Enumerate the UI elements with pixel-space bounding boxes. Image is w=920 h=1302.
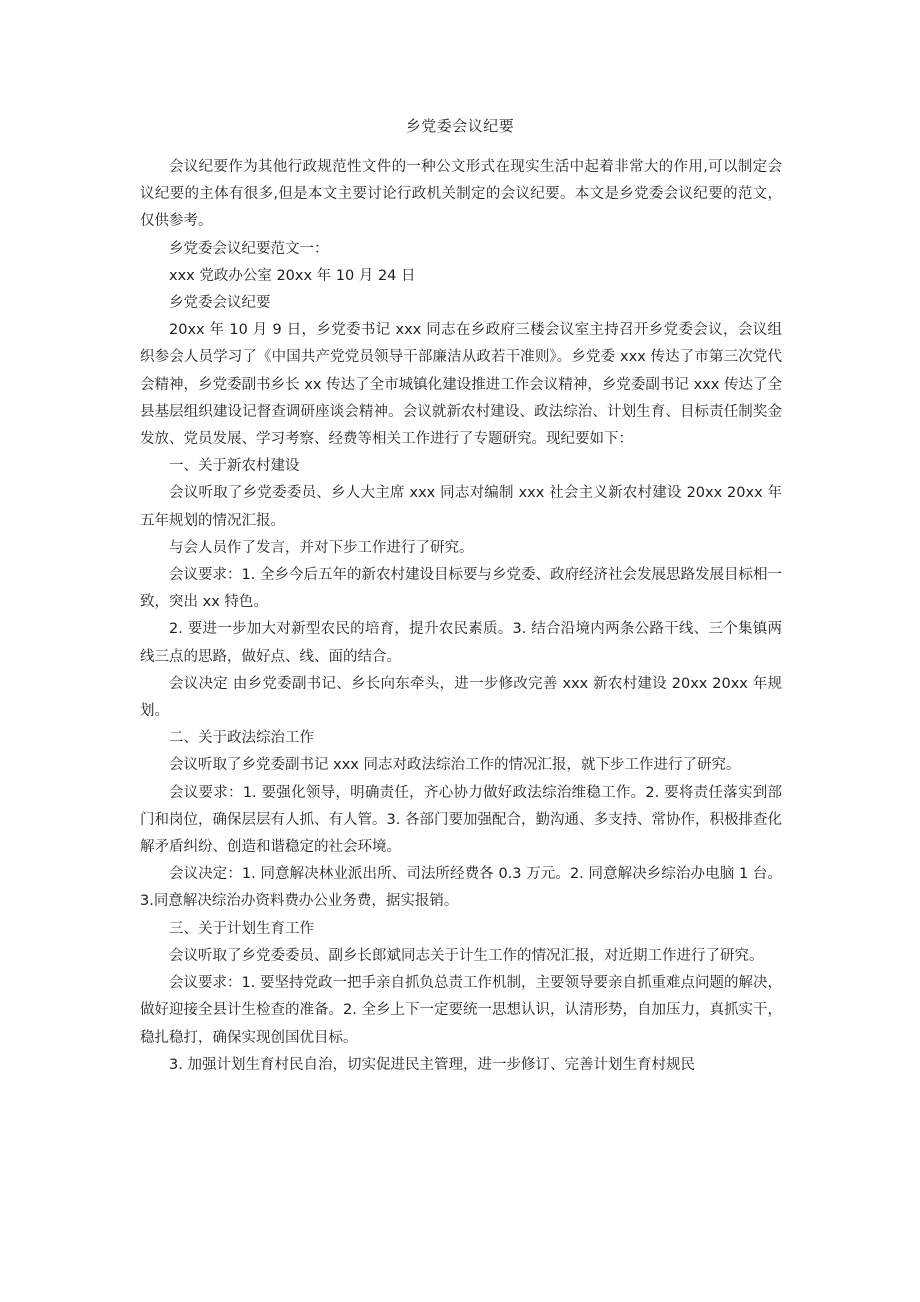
paragraph-politics-law-requirements: 会议要求：1. 要强化领导，明确责任，齐心协力做好政法综治维稳工作。2. 要将责任落实到部门和岗位，确保层层有人抓、有人管。3. 各部门要加强配合，勤沟通、多支持、常协作，积极排查化解矛盾纠纷、创造和谐稳定的社会环境。 [140,784,782,856]
section-heading-politics-law: 二、关于政法综治工作 [169,730,314,747]
paragraph-meeting-summary: 20xx 年 10 月 9 日，乡党委书记 xxx 同志在乡政府三楼会议室主持召开乡党委会议，会议组织参会人员学习了《中国共产党党员领导干部廉洁从政若干准则》。乡党委 xxx 传达了市第三次党代会精神，乡党委副书乡长 xx 传达了全市城镇化建设推进工作会议精神，乡党委副书记 xxx 传达了全县基层组织建设记督查调研座谈会精神。会议就新农村建设、政法综治、计划生育、目标责任制奖金发放、党员发展、学习考察、经费等相关工作进行了专题研究。现纪要如下： [140,322,782,448]
section-heading-rural-construction: 一、关于新农村建设 [169,458,300,475]
paragraph-sample-heading: 乡党委会议纪要范文一： [169,240,329,257]
paragraph-rural-decision: 会议决定 由乡党委副书记、乡长向东牵头，进一步修改完善 xxx 新农村建设 20xx 20xx 年规划。 [140,675,782,720]
paragraph-politics-law-decision: 会议决定：1. 同意解决林业派出所、司法所经费各 0.3 万元。2. 同意解决乡综治办电脑 1 台。3.同意解决综治办资料费办公业务费，据实报销。 [140,866,782,910]
paragraph-family-planning-continued: 3. 加强计划生育村民自治，切实促进民主管理，进一步修订、完善计划生育村规民 [169,1056,695,1073]
document-body [140,154,782,1079]
paragraph-rural-requirements: 会议要求：1. 全乡今后五年的新农村建设目标要与乡党委、政府经济社会发展思路发展目标相一致，突出 xx 特色。 [140,567,782,611]
document-title: 乡党委会议纪要 [405,117,515,135]
paragraph-rural-report: 会议听取了乡党委委员、乡人大主席 xxx 同志对编制 xxx 社会主义新农村建设 20xx 20xx 年五年规划的情况汇报。 [140,485,782,529]
paragraph-issuer-date: xxx 党政办公室 20xx 年 10 月 24 日 [169,267,416,284]
paragraph-politics-law-report: 会议听取了乡党委副书记 xxx 同志对政法综治工作的情况汇报，就下步工作进行了研究。 [169,757,741,774]
paragraph-discussion: 与会人员作了发言，并对下步工作进行了研究。 [169,539,474,556]
paragraph-minutes-title: 乡党委会议纪要 [169,295,271,312]
section-heading-family-planning: 三、关于计划生育工作 [169,920,314,937]
paragraph-intro: 会议纪要作为其他行政规范性文件的一种公文形式在现实生活中起着非常大的作用,可以制定会议纪要的主体有很多,但是本文主要讨论行政机关制定的会议纪要。本文是乡党委会议纪要的范文，仅供参考。 [140,159,782,230]
paragraph-rural-requirements-continued: 2. 要进一步加大对新型农民的培育，提升农民素质。3. 结合沿境内两条公路干线、三个集镇两线三点的思路，做好点、线、面的结合。 [140,621,782,665]
paragraph-family-planning-requirements: 会议要求：1. 要坚持党政一把手亲自抓负总责工作机制，主要领导要亲自抓重难点问题的解决，做好迎接全县计生检查的准备。2. 全乡上下一定要统一思想认识，认清形势，自加压力，真抓实干，稳扎稳打，确保实现创国优目标。 [140,975,782,1046]
paragraph-family-planning-report: 会议听取了乡党委委员、副乡长郎斌同志关于计生工作的情况汇报，对近期工作进行了研究。 [169,947,764,964]
